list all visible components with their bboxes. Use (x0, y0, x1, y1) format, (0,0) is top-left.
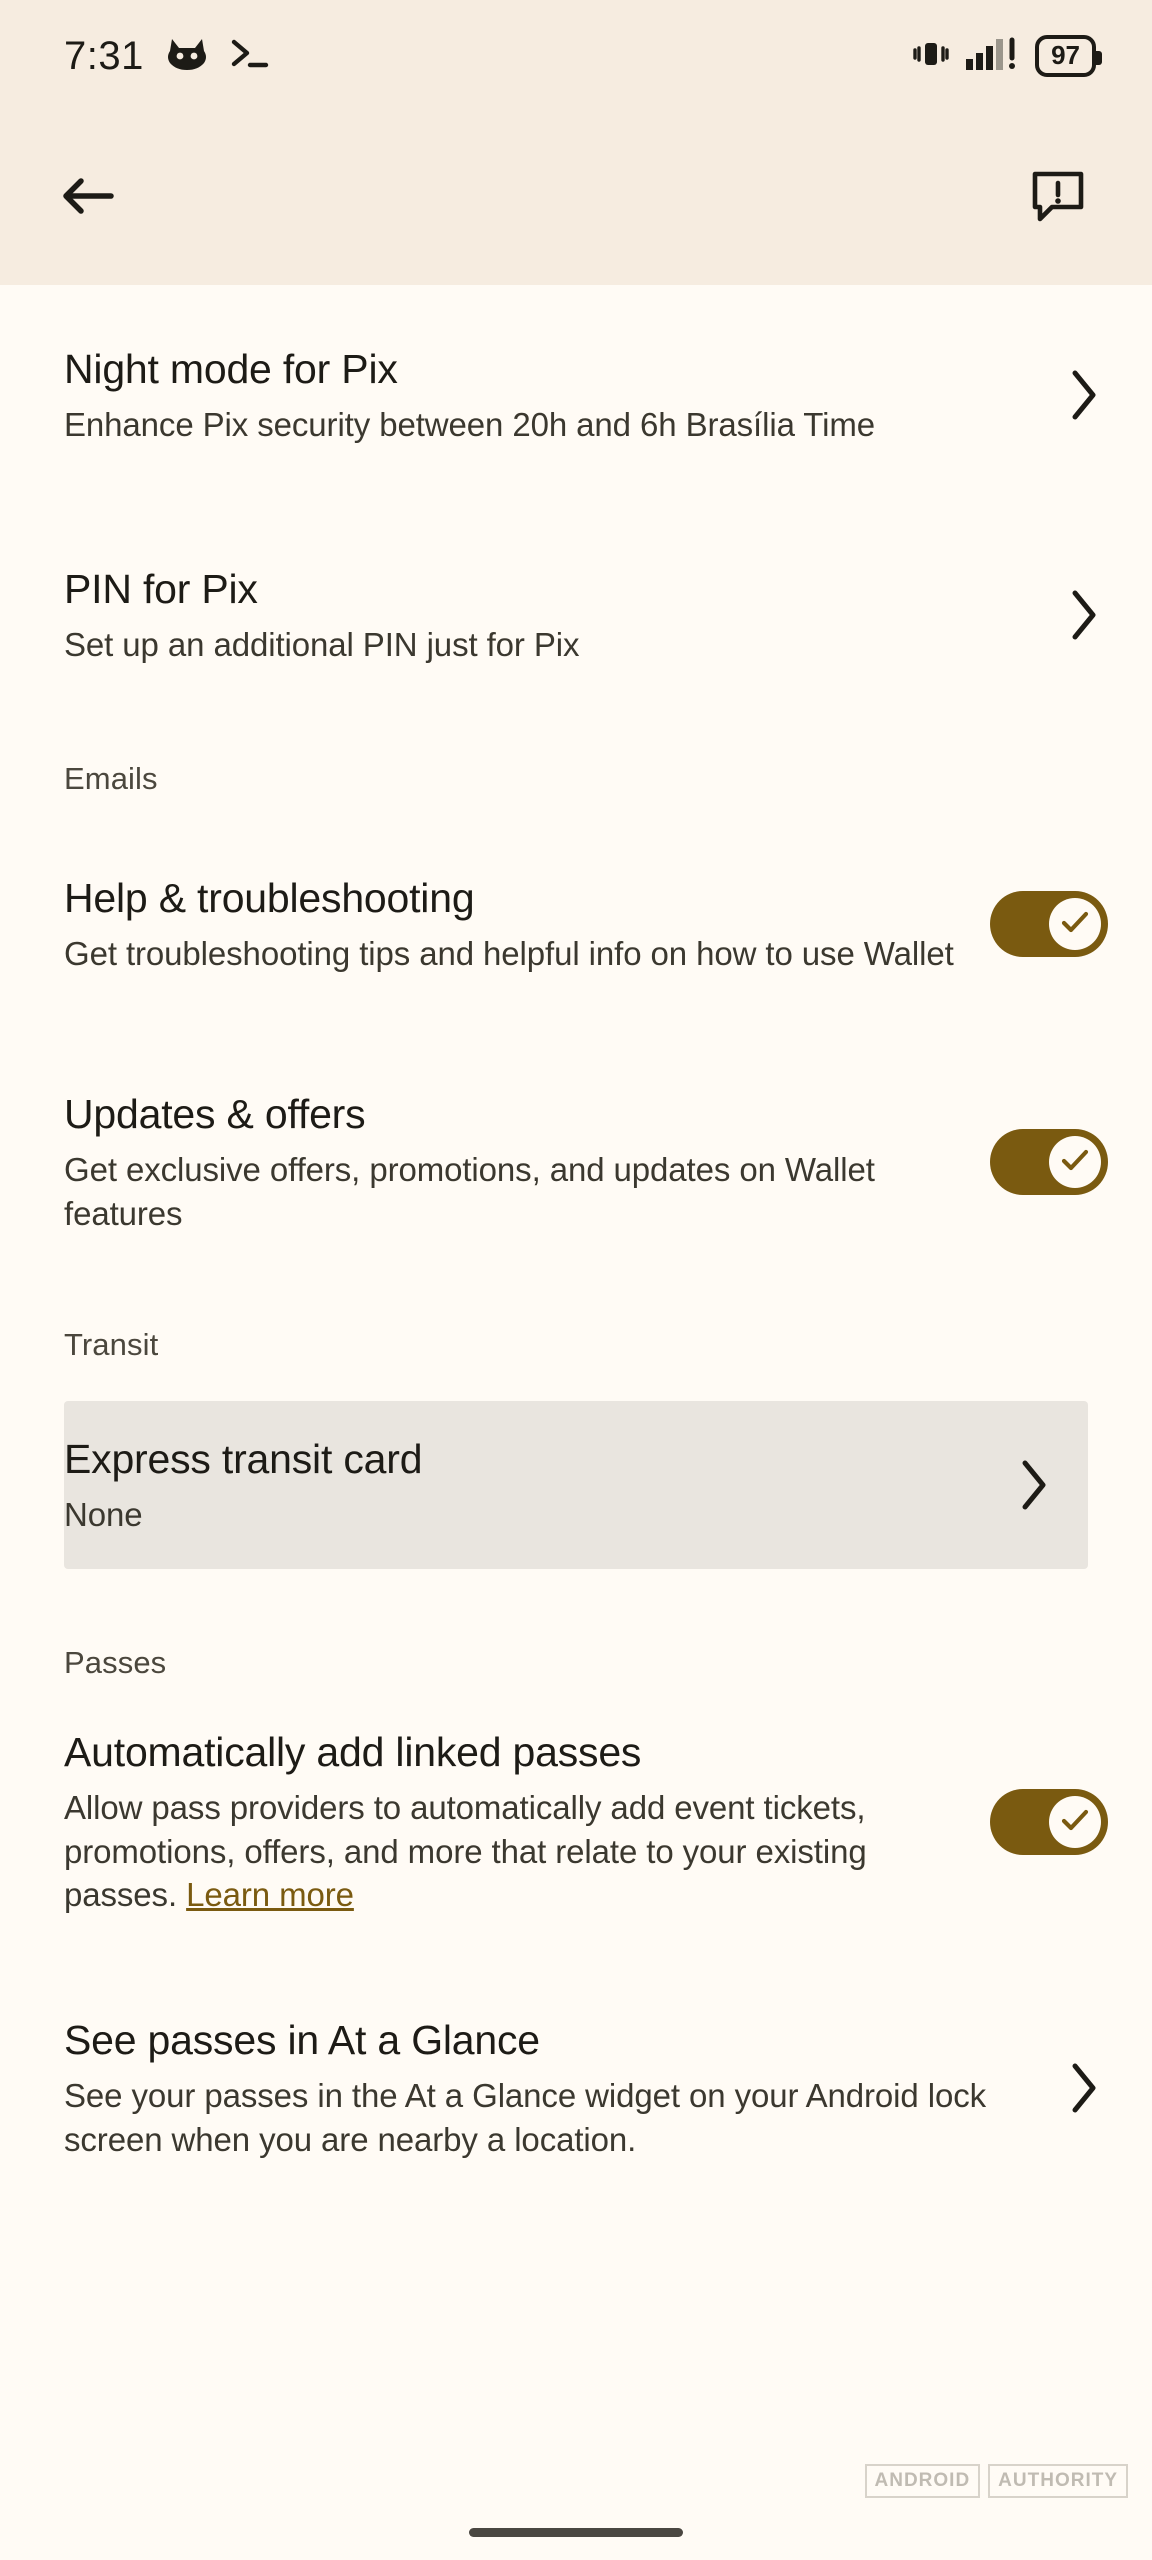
vibrate-icon (911, 37, 951, 76)
watermark (865, 2464, 1129, 2498)
row-title: Express transit card (64, 1435, 423, 1482)
spacer (0, 485, 1152, 545)
row-title: See passes in At a Glance (64, 2016, 540, 2063)
battery-percent: 97 (1051, 40, 1080, 71)
chevron-right-icon[interactable] (1010, 1457, 1058, 1513)
row-subtitle: Get exclusive offers, promotions, and updates on Wallet features (64, 1150, 875, 1232)
row-text (64, 1727, 990, 1917)
status-clock: 7:31 (64, 33, 144, 78)
signal-bars-icon (965, 37, 1021, 76)
section-header-transit: Transit (64, 1327, 159, 1362)
check-icon (1060, 910, 1090, 939)
toggle-help-and-troubleshooting[interactable] (990, 891, 1108, 957)
row-title: Automatically add linked passes (64, 1729, 642, 1776)
chevron-right-icon[interactable] (1060, 367, 1108, 423)
section-header-passes: Passes (64, 1645, 167, 1680)
row-title: Night mode for Pix (64, 345, 398, 392)
row-subtitle: Get troubleshooting tips and helpful info on how to use Wallet (64, 934, 954, 972)
row-text (64, 344, 1060, 447)
check-icon (1060, 1808, 1090, 1837)
toggle-knob (1049, 1136, 1101, 1188)
row-subtitle-text: Allow pass providers to automatically add event tickets, promotions, offers, and more that relate to your existing passes. (64, 1789, 867, 1914)
settings-row-automatically-add-linked-passes[interactable] (0, 1719, 1152, 1925)
watermark-right: AUTHORITY (988, 2464, 1128, 2498)
settings-row-express-transit-card[interactable] (64, 1401, 1088, 1569)
spacer (0, 1681, 1152, 1719)
row-title: PIN for Pix (64, 565, 258, 612)
settings-row-see-passes-in-at-a-glance[interactable] (0, 1985, 1152, 2191)
section-header-emails: Emails (64, 761, 158, 796)
row-title: Help & troubleshooting (64, 874, 475, 921)
row-subtitle: None (64, 1495, 143, 1533)
chevron-right-icon[interactable] (1060, 587, 1108, 643)
spacer (0, 1013, 1152, 1073)
system-nav-bar (0, 2504, 1152, 2560)
settings-list (0, 285, 1152, 2191)
terminal-icon (230, 36, 270, 77)
watermark-left: ANDROID (865, 2464, 981, 2498)
spacer (0, 1925, 1152, 1985)
cat-face-icon (166, 37, 208, 76)
home-gesture-pill[interactable] (469, 2528, 683, 2537)
status-bar-left (64, 34, 270, 79)
row-text (64, 873, 990, 976)
settings-row-help-and-troubleshooting[interactable] (0, 835, 1152, 1013)
battery-icon (1035, 35, 1096, 77)
settings-row-updates-and-offers[interactable] (0, 1073, 1152, 1251)
row-subtitle: Set up an additional PIN just for Pix (64, 625, 580, 663)
toggle-automatically-add-linked-passes[interactable] (990, 1789, 1108, 1855)
status-bar (0, 0, 1152, 112)
row-text (64, 564, 1060, 667)
settings-row-pin-for-pix[interactable] (0, 545, 1152, 685)
feedback-button[interactable] (1010, 151, 1106, 247)
row-subtitle (64, 1786, 964, 1917)
spacer (0, 1363, 1152, 1401)
back-button[interactable] (40, 151, 136, 247)
settings-row-night-mode-for-pix[interactable] (0, 305, 1152, 485)
spacer (0, 1251, 1152, 1327)
row-text (64, 1089, 990, 1235)
row-subtitle: See your passes in the At a Glance widget on your Android lock screen when you are nearby a location. (64, 2076, 987, 2158)
status-bar-right (911, 35, 1096, 77)
app-bar (0, 112, 1152, 285)
row-subtitle: Enhance Pix security between 20h and 6h Brasília Time (64, 405, 875, 443)
toggle-knob (1049, 1796, 1101, 1848)
spacer (0, 797, 1152, 835)
learn-more-link[interactable]: Learn more (186, 1876, 354, 1914)
row-text (64, 1434, 1010, 1537)
feedback-icon (1030, 169, 1086, 228)
spacer (0, 685, 1152, 761)
arrow-back-icon (59, 170, 117, 227)
toggle-updates-and-offers[interactable] (990, 1129, 1108, 1195)
spacer (0, 1569, 1152, 1645)
row-title: Updates & offers (64, 1090, 366, 1137)
toggle-knob (1049, 898, 1101, 950)
row-text (64, 2015, 1060, 2161)
chevron-right-icon[interactable] (1060, 2060, 1108, 2116)
check-icon (1060, 1148, 1090, 1177)
